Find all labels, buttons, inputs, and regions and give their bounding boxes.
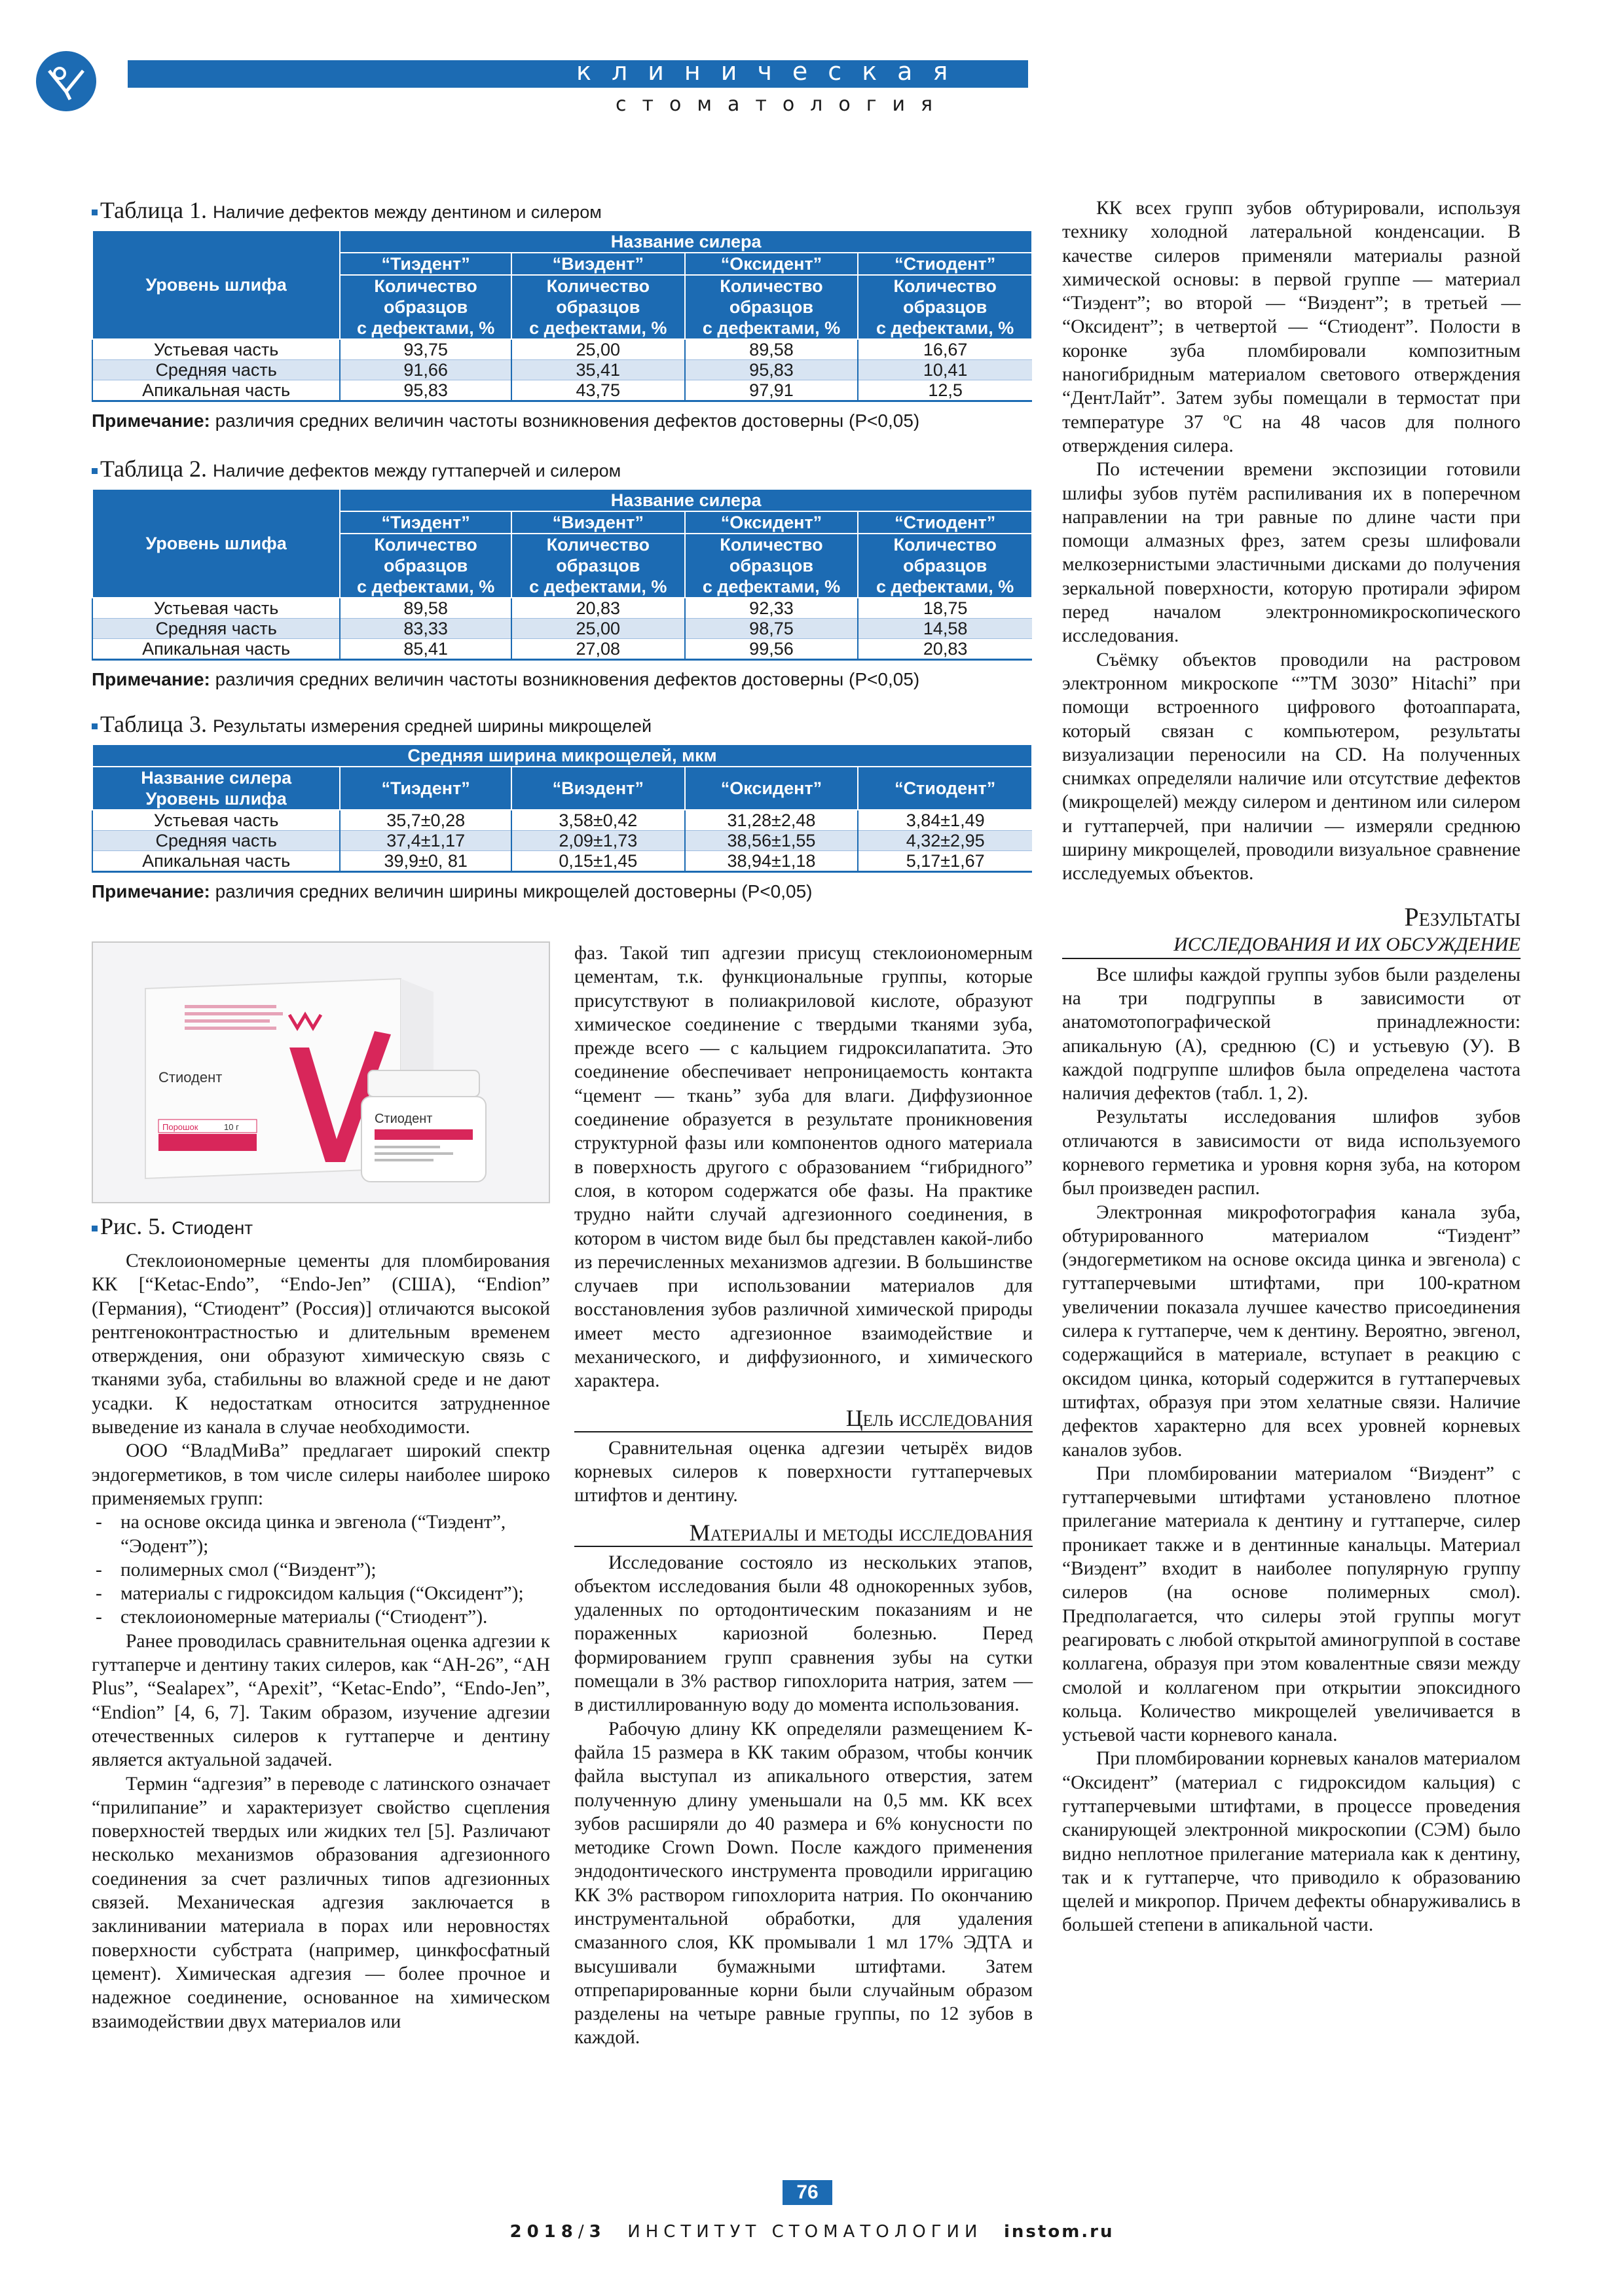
section-heading-methods: Материалы и методы исследования: [574, 1520, 1033, 1547]
table-row: Средняя часть 83,33 25,00 98,75 14,58: [92, 619, 1032, 639]
table-header-level: Уровень шлифа: [92, 230, 340, 339]
paragraph: При пломбировании материалом “Виэдент” с гуттаперчевыми штифтами установлено плотное прилегание материала к дентину и гуттаперче, силер проникает также и в дентинные канальцы. Материал “Виэдент” входит в наиболее популярную группу силеров (на основе полимерных смол). Предполагается, что силеры этой группы могут реагировать с любой открытой аминогруппой в составе коллагена, образуя при этом ковалентные связи между смолой и коллагеном при открытии эпоксидного кольца. Количество микрощелей увеличивается в устьевой части корневого канала.: [1062, 1463, 1521, 1746]
table-row: Устьевая часть 93,75 25,00 89,58 16,67: [92, 339, 1032, 360]
table-header-sub: Количество образцов с дефектами, %: [858, 534, 1032, 598]
jar-label: Стиодент: [375, 1112, 433, 1126]
table-1-note: Примечание: различия средних величин частоты возникновения дефектов достоверны (P<0,05): [92, 410, 920, 431]
paragraph: КК всех групп зубов обтурировали, используя технику холодной латеральной конденсации. В качестве силеров применяли материалы разной химической основы: в первой группе — материал “Тиэдент”; во второй — “Виэдент”; в третьей — “Оксидент”; в четвертой — “Стиодент”. Полости в коронке зуба пломбировали композитным наногибридным материалом светового отверждения “ДентЛайт”. Затем зубы помещали в термостат при температуре 37 ºС на 48 часов для полного отверждения силера.: [1062, 198, 1521, 456]
table-3-caption: Таблица 3. Результаты измерения средней ширины микрощелей: [92, 710, 1033, 740]
bullet-square-icon: [92, 468, 98, 474]
table-header-material: “Оксидент”: [685, 511, 858, 534]
table-row: Устьевая часть 35,7±0,28 3,58±0,42 31,28±2,48 3,84±1,49: [92, 810, 1032, 831]
paragraph: Все шлифы каждой группы зубов были разделены на три подгруппы в зависимости от анатомотопографической принадлежности: апикальную (А), среднюю (С) и устьевую (У). В каждой подгруппе шлифов была определена частота наличия дефектов (табл. 1, 2).: [1062, 964, 1521, 1104]
table-header-material: “Виэдент”: [511, 511, 685, 534]
journal-logo-icon: [36, 51, 96, 111]
table-2: [92, 488, 1033, 661]
table-header-material: “Оксидент”: [685, 767, 858, 810]
figure-product-photo: [92, 941, 550, 1203]
footer-line: 2018/3 ИНСТИТУТ СТОМАТОЛОГИИ instom.ru: [509, 2222, 1115, 2242]
figure-caption: Рис. 5. Стиодент: [92, 1212, 253, 1240]
box-weight: 10 г: [224, 1122, 239, 1132]
table-header-material: “Тиэдент”: [340, 253, 511, 275]
bullet-square-icon: [92, 1226, 98, 1231]
table-header-sub: Количество образцов с дефектами, %: [858, 275, 1032, 339]
paragraph: фаз. Такой тип адгезии присущ стеклоиономерным цементам, т.к. функциональные группы, которые присутствуют в полиакриловой кислоте, образуют химическое соединение с твердыми тканями зуба, прежде всего — с кальцием гидроксилапатита. Это соединение обеспечивает непроницаемость контакта “цемент — ткань” зуба для влаги. Диффузионное соединение образуется в результате проникновения структурной фазы или компонентов одного материала в поверхность другого с образованием “гибридного” слоя, в котором содержатся обе фазы. На практике трудно найти случай адгезионного соединения, в котором в чистом виде был бы представлен какой-либо из перечисленных механизмов адгезии. В большинстве случаев при использовании материалов для восстановления зубов различной химической природы имеет место адгезионное взаимодействие и механического, и диффузионного, и химического характера.: [574, 943, 1033, 1392]
box-tag: Порошок: [162, 1122, 198, 1132]
table-header-material: “Стиодент”: [858, 253, 1032, 275]
table-3-note: Примечание: различия средних величин ширины микрощелей достоверны (P<0,05): [92, 881, 813, 902]
sealer-list: [92, 1510, 550, 1629]
table-header-material: “Виэдент”: [511, 767, 685, 810]
column-2-text: [574, 941, 1033, 2050]
table-row: Апикальная часть 95,83 43,75 97,91 12,5: [92, 380, 1032, 401]
paragraph: Съёмку объектов проводили на растровом электронном микроскопе “”TM 3030” Hitachi” при помощи встроенного цифрового фотоаппарата, который связан с компьютером, результаты визуализации переносили на CD. На полученных снимках определяли наличие или отсутствие дефектов (микрощелей) между силером и дентином или силером и гуттаперчей, при наличии — измеряли среднюю ширину микрощелей, проводили визуальное сравнение исследуемых объектов.: [1062, 649, 1521, 884]
journal-section-subtitle: стоматология: [616, 93, 949, 116]
paragraph: По истечении времени экспозиции готовили шлифы зубов путём распиливания их в поперечном направлении на три равные по длине части при помощи алмазных фрез, затем срезы шлифовали мелкозернистыми эластичными дисками до получения зеркальной поверхности, которую протирали эфиром перед началом электронномикроскопического исследования.: [1062, 459, 1521, 647]
column-3-text: [1062, 196, 1521, 1937]
product-photo-illustration: [93, 943, 550, 1203]
table-header-sub: Количество образцов с дефектами, %: [340, 275, 511, 339]
table-row: Устьевая часть 89,58 20,83 92,33 18,75: [92, 598, 1032, 619]
page-number: 76: [783, 2180, 832, 2205]
table-header-group: Название силера: [340, 489, 1032, 511]
paragraph: Стеклоиономерные цементы для пломбирования КК [“Ketac-Endo”, “Endo-Jen” (США), “Endion” (Германия), “Стиодент” (Россия)] отличаются высокой рентгеноконтрастностью и длительным временем отверждения, они образуют химическую связь с тканями зуба, стабильны во влажной среде и не дают усадки. К недостаткам относится затрудненное выведение из канала в случае необходимости.: [92, 1250, 550, 1438]
table-header-material: “Виэдент”: [511, 253, 685, 275]
table-header-sub: Количество образцов с дефектами, %: [340, 534, 511, 598]
table-2-caption: Таблица 2. Наличие дефектов между гуттаперчей и силером: [92, 455, 1033, 484]
paragraph: Рабочую длину КК определяли размещением К-файла 15 размера в КК таким образом, чтобы кончик файла выступал из апикального отверстия, затем полученную длину уменьшали на 0,5 мм. КК всех зубов расширяли до 40 размера и 6% конусности по методике Crown Down. После каждого применения эндодонтического инструмента проводили ирригацию КК 3% раствором гипохлорита натрия. По окончанию инструментальной обработки, для удаления смазанного слоя, КК промывали 1 мл 17% ЭДТА и высушивали бумажными штифтами. Затем отпрепарированные корни были случайным образом разделены на четыре равные группы, по 12 зубов в каждой.: [574, 1718, 1033, 2049]
table-1-block: [92, 196, 1033, 432]
table-row: Апикальная часть 39,9±0, 81 0,15±1,45 38,94±1,18 5,17±1,67: [92, 851, 1032, 872]
table-row: Апикальная часть 85,41 27,08 99,56 20,83: [92, 639, 1032, 660]
table-header-group: Средняя ширина микрощелей, мкм: [92, 744, 1032, 767]
list-item: - стеклоиономерные материалы (“Стиодент”).: [92, 1605, 550, 1629]
journal-section-title: клиническая: [576, 57, 969, 86]
paragraph: Электронная микрофотография канала зуба, обтурированного материалом “Тиэдент” (эндогерметиком на основе оксида цинка и эвгенола) с гуттаперчевыми штифтами, при 100-кратном увеличении показала лучшее качество присоединения силера к гуттаперче, чем к дентину. Вероятно, эвгенол, содержащийся в материале, вступает в реакцию с оксидом цинка, который содержится в гуттаперчевых штифтах, образуя при этом хелатные связи. Наличие дефектов характерно для всех уровней корневых каналов зубов.: [1062, 1201, 1521, 1461]
table-header-level: Уровень шлифа: [92, 489, 340, 598]
table-2-block: [92, 455, 1033, 691]
table-header-sub: Количество образцов с дефектами, %: [685, 534, 858, 598]
table-header-material: “Оксидент”: [685, 253, 858, 275]
paragraph: Сравнительная оценка адгезии четырёх видов корневых силеров к поверхности гуттаперчевых штифтов и дентину.: [574, 1437, 1033, 1506]
section-heading-results: Результаты ИССЛЕДОВАНИЯ И ИХ ОБСУЖДЕНИЕ: [1062, 903, 1521, 959]
paragraph: При пломбировании корневых каналов материалом “Оксидент” (материал с гидроксидом кальция) с гуттаперчевыми штифтами, в процессе проведения сканирующей электронной микроскопии (СЭМ) было видно неплотное прилегание материала как к дентину, так и к гуттаперче, что приводило к образованию щелей и микропор. Причем дефекты обнаруживались в большей степени в апикальной части.: [1062, 1748, 1521, 1936]
table-1: [92, 230, 1033, 402]
table-header-sub: Количество образцов с дефектами, %: [511, 275, 685, 339]
bullet-square-icon: [92, 723, 98, 729]
table-header-level: Название силера Уровень шлифа: [92, 767, 340, 810]
box-label: Стиодент: [158, 1069, 223, 1085]
table-header-sub: Количество образцов с дефектами, %: [685, 275, 858, 339]
table-row: Средняя часть 37,4±1,17 2,09±1,73 38,56±1,55 4,32±2,95: [92, 831, 1032, 851]
column-1-text: [92, 1249, 550, 2033]
paragraph: Термин “адгезия” в переводе с латинского означает “прилипание” и характеризует свойство сцепления поверхностей твердых или жидких тел [5]. Различают несколько механизмов образования адгезионного соединения за счет различных типов адгезионных связей. Механическая адгезия заключается в заклинивании материала в порах или неровностях поверхности субстрата (например, цинкфосфатный цемент). Химическая адгезия — более прочное и надежное соединение, основанное на химическом взаимодействии двух материалов или: [92, 1773, 550, 2032]
table-header-sub: Количество образцов с дефектами, %: [511, 534, 685, 598]
table-header-material: “Стиодент”: [858, 767, 1032, 810]
list-item: - на основе оксида цинка и эвгенола (“Тиэдент”, “Эодент”);: [92, 1510, 550, 1558]
table-3: [92, 744, 1033, 873]
list-item: - материалы с гидроксидом кальция (“Оксидент”);: [92, 1582, 550, 1605]
paragraph: Исследование состояло из нескольких этапов, объектом исследования были 48 однокоренных зубов, удаленных по ортодонтическим показаниям и не пораженных кариозной болезнью. Перед формированием групп сравнения зубы на сутки помещали в 3% раствор гипохлорита натрия, затем — в дистиллированную воду до момента использования.: [574, 1552, 1033, 1716]
section-heading-aim: Цель исследования: [574, 1405, 1033, 1432]
table-header-group: Название силера: [340, 230, 1032, 253]
list-item: - полимерных смол (“Виэдент”);: [92, 1558, 550, 1582]
table-3-block: [92, 710, 1033, 903]
paragraph: Результаты исследования шлифов зубов отличаются в зависимости от вида используемого корневого герметика и уровня корня зуба, на котором был произведен распил.: [1062, 1106, 1521, 1199]
table-row: Средняя часть 91,66 35,41 95,83 10,41: [92, 360, 1032, 380]
paragraph: Ранее проводилась сравнительная оценка адгезии к гуттаперче и дентину таких силеров, как “AH-26”, “AH Plus”, “Sealapex”, “Apexit”, “Ketac-Endo”, “Endo-Jen”, “Endion” [4, 6, 7]. Таким образом, изучение адгезии отечественных силеров к гуттаперче и дентину является актуальной задачей.: [92, 1630, 550, 1771]
table-1-caption: Таблица 1. Наличие дефектов между дентином и силером: [92, 196, 1033, 226]
table-header-material: “Стиодент”: [858, 511, 1032, 534]
paragraph: ООО “ВладМиВа” предлагает широкий спектр эндогерметиков, в том числе силеры наиболее широко применяемых групп:: [92, 1440, 550, 1509]
table-header-material: “Тиэдент”: [340, 511, 511, 534]
table-2-note: Примечание: различия средних величин частоты возникновения дефектов достоверны (P<0,05): [92, 669, 920, 689]
table-header-material: “Тиэдент”: [340, 767, 511, 810]
bullet-square-icon: [92, 210, 98, 215]
